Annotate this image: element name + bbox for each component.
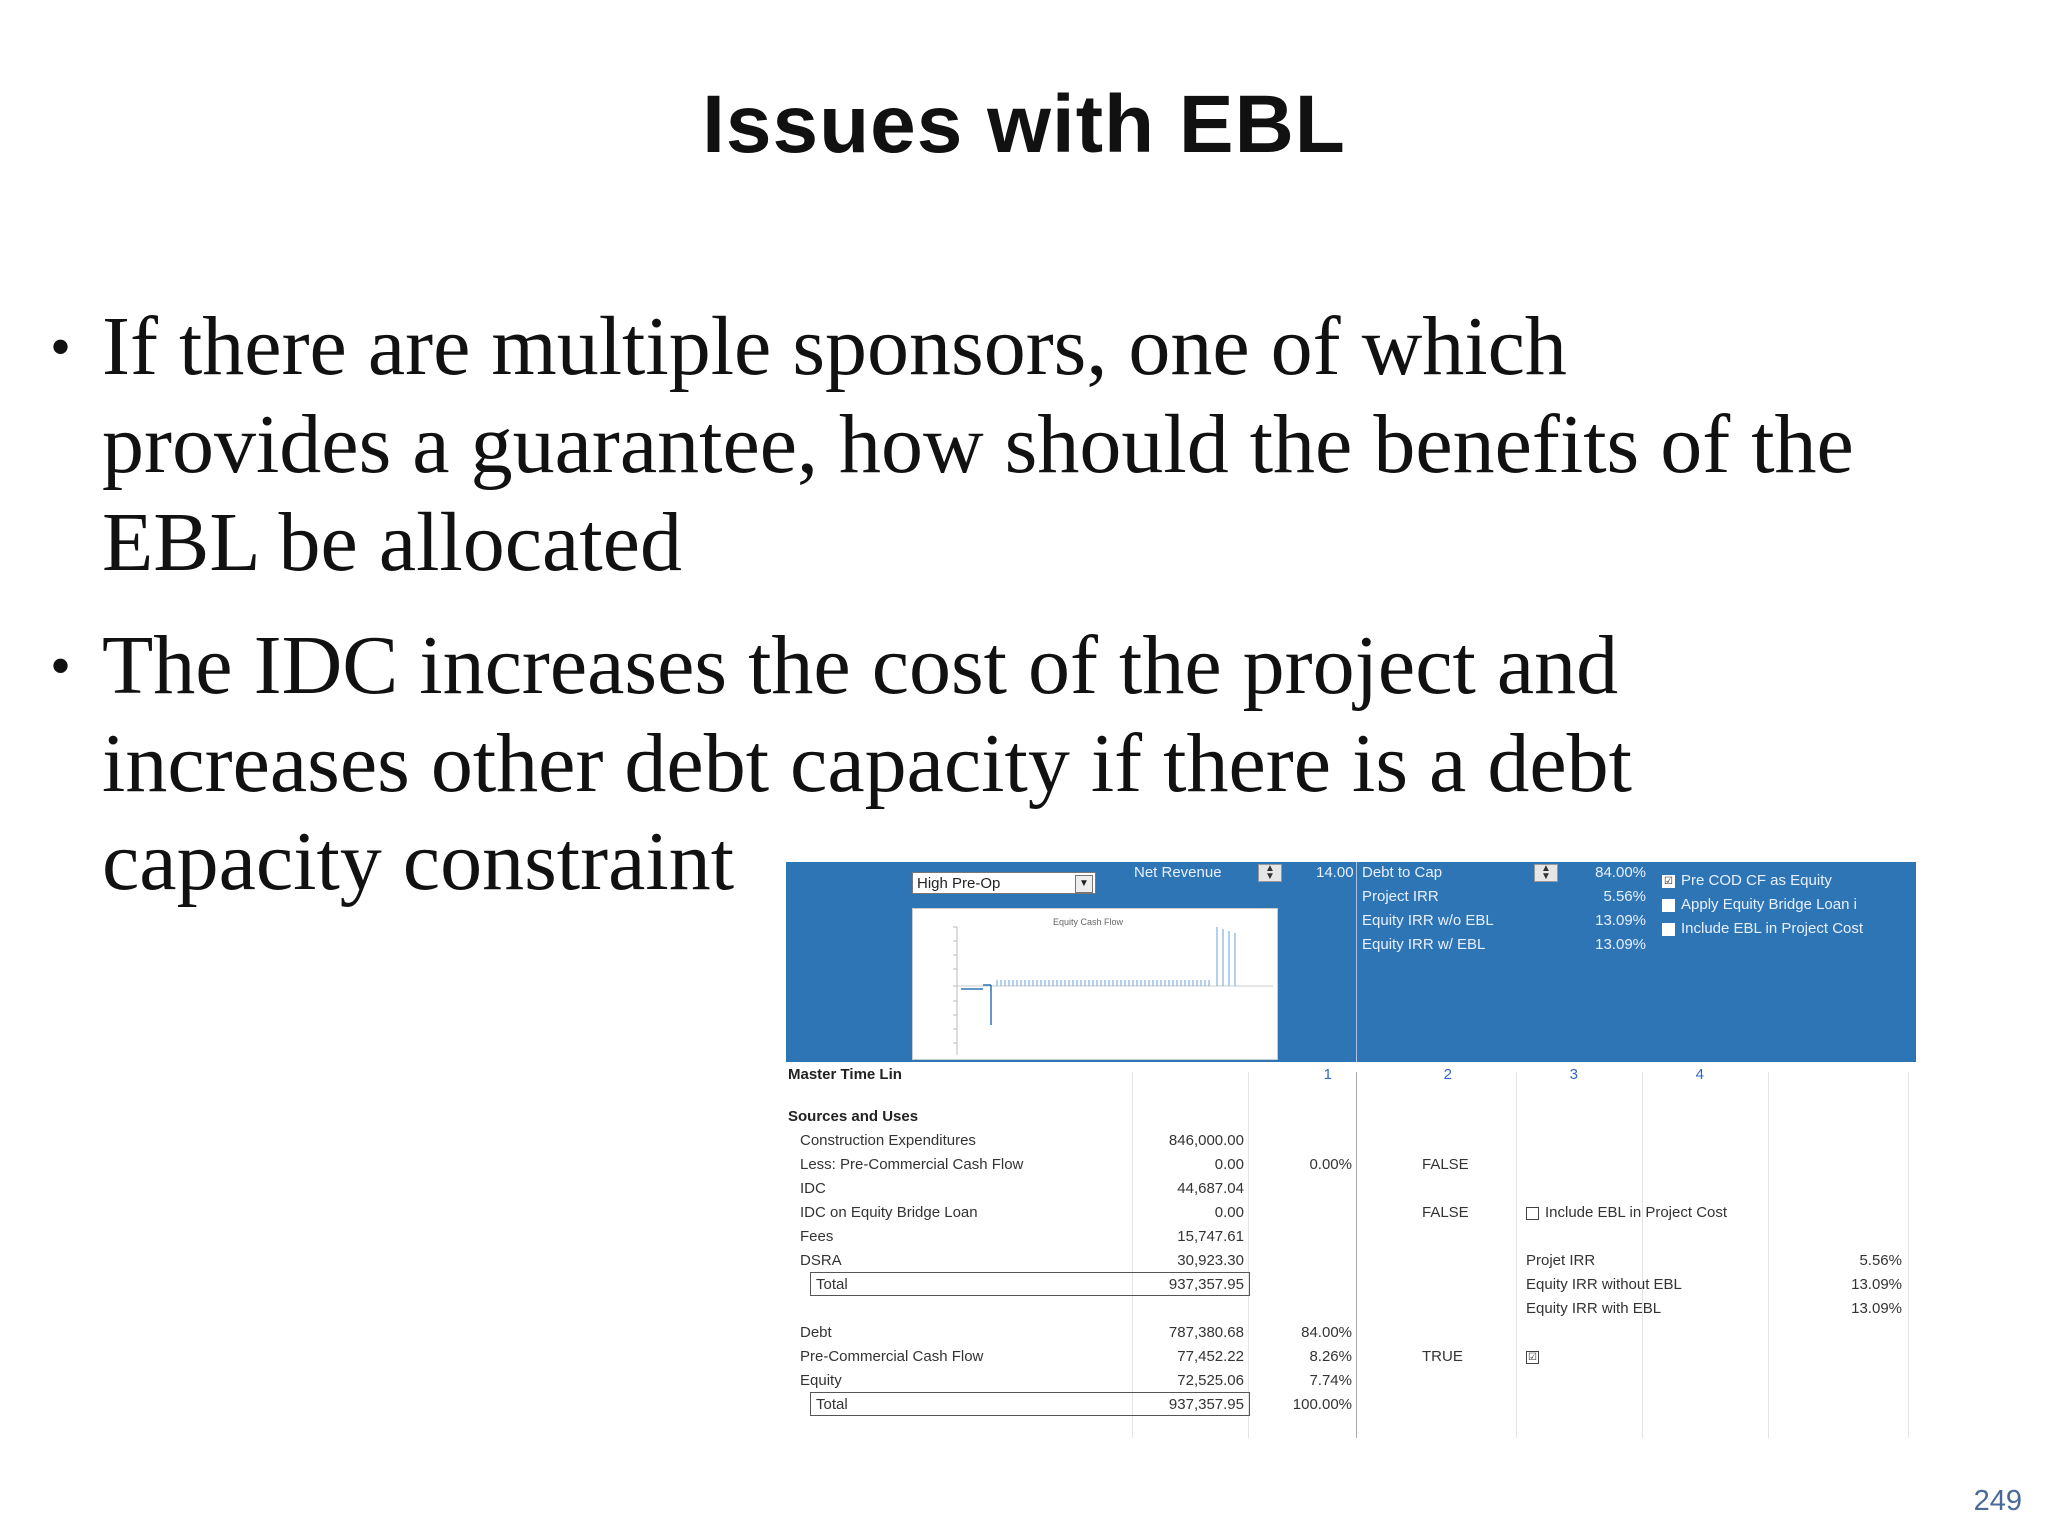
debt-to-cap-spinner[interactable]: ▲ ▼ <box>1534 864 1558 882</box>
option-pre-cod-checkbox[interactable] <box>1662 872 1832 889</box>
sources-row-label: Equity <box>800 1372 842 1389</box>
spreadsheet-screenshot <box>786 862 1916 1438</box>
sources-uses-title: Sources and Uses <box>788 1108 919 1125</box>
period-number: 4 <box>1695 1066 1704 1083</box>
include-ebl-label: Include EBL in Project Cost <box>1545 1204 1728 1221</box>
grid-line <box>1516 1072 1517 1438</box>
irr-summary-value: 13.09% <box>1851 1276 1902 1293</box>
sources-row-flag: TRUE <box>1422 1348 1463 1365</box>
uses-row-label: Fees <box>800 1228 834 1245</box>
sources-row-value: 72,525.06 <box>1177 1372 1244 1389</box>
sources-row-pct: 8.26% <box>1309 1348 1352 1365</box>
sources-total-value: 937,357.95 <box>1168 1396 1244 1413</box>
option-label: Pre COD CF as Equity <box>1681 872 1832 889</box>
irr-summary-label: Equity IRR without EBL <box>1526 1276 1682 1293</box>
uses-row-value: 30,923.30 <box>1177 1252 1244 1269</box>
net-revenue-label: Net Revenue <box>1134 864 1222 881</box>
metric-value: 5.56% <box>1603 888 1646 905</box>
page-number: 249 <box>1973 1485 2022 1517</box>
uses-row-flag: FALSE <box>1422 1156 1469 1173</box>
include-ebl-checkbox[interactable] <box>1526 1204 1727 1221</box>
sources-row-value: 77,452.22 <box>1177 1348 1244 1365</box>
uses-row-value: 0.00 <box>1214 1156 1244 1173</box>
uses-row-label: Less: Pre-Commercial Cash Flow <box>800 1156 1024 1173</box>
uses-total-label: Total <box>816 1276 848 1293</box>
metric-value: 13.09% <box>1595 936 1646 953</box>
metric-value: 84.00% <box>1595 864 1646 881</box>
cash-flow-plot <box>913 909 1277 1059</box>
bullet-text: If there are multiple sponsors, one of which provides a guarantee, how should the benefits of the EBL be allocated <box>102 300 1854 589</box>
bullet-dot-icon: • <box>50 633 72 699</box>
metric-value: 13.09% <box>1595 912 1646 929</box>
grid-line <box>1642 1072 1643 1438</box>
sources-total-pct: 100.00% <box>1292 1396 1352 1413</box>
precomm-checkbox[interactable] <box>1526 1348 1545 1365</box>
sources-row-pct: 7.74% <box>1309 1372 1352 1389</box>
grid-line <box>1356 1072 1357 1438</box>
column-divider <box>1356 862 1357 1062</box>
slide-title: Issues with EBL <box>702 79 1346 170</box>
grid-line <box>1248 1072 1249 1438</box>
sources-row-label: Pre-Commercial Cash Flow <box>800 1348 984 1365</box>
grid-line <box>1768 1072 1769 1438</box>
period-number: 1 <box>1323 1066 1332 1083</box>
metric-label: Project IRR <box>1362 888 1439 905</box>
metric-label: Debt to Cap <box>1362 864 1443 881</box>
uses-row-value: 44,687.04 <box>1177 1180 1244 1197</box>
bullet-item <box>50 298 1870 592</box>
sources-row-pct: 84.00% <box>1301 1324 1352 1341</box>
checkbox-icon[interactable] <box>1526 1207 1539 1220</box>
grid-line <box>1908 1072 1909 1438</box>
scenario-select-value: High Pre-Op <box>917 875 1001 892</box>
equity-cash-flow-chart <box>912 908 1278 1060</box>
checkbox-icon[interactable]: ☑ <box>1662 875 1675 888</box>
uses-row-value: 846,000.00 <box>1168 1132 1244 1149</box>
uses-row-label: IDC on Equity Bridge Loan <box>800 1204 978 1221</box>
uses-row-label: IDC <box>800 1180 826 1197</box>
period-number: 2 <box>1443 1066 1452 1083</box>
uses-total-value: 937,357.95 <box>1168 1276 1244 1293</box>
irr-summary-label: Equity IRR with EBL <box>1526 1300 1662 1317</box>
period-number: 3 <box>1569 1066 1578 1083</box>
uses-row-value: 15,747.61 <box>1177 1228 1244 1245</box>
irr-summary-value: 13.09% <box>1851 1300 1902 1317</box>
irr-summary-label: Projet IRR <box>1526 1252 1596 1269</box>
bullet-list <box>50 298 1870 936</box>
net-revenue-value: 14.00 <box>1316 864 1354 881</box>
option-label: Include EBL in Project Cost <box>1681 920 1864 937</box>
checkbox-icon[interactable]: ☑ <box>1526 1351 1539 1364</box>
uses-row-pct: 0.00% <box>1309 1156 1352 1173</box>
uses-row-label: Construction Expenditures <box>800 1132 976 1149</box>
metric-label: Equity IRR w/ EBL <box>1362 936 1486 953</box>
option-apply-ebl-checkbox[interactable] <box>1662 896 1857 913</box>
control-panel <box>786 862 1916 1062</box>
option-label: Apply Equity Bridge Loan i <box>1681 896 1857 913</box>
metric-label: Equity IRR w/o EBL <box>1362 912 1494 929</box>
sources-total-label: Total <box>816 1396 848 1413</box>
checkbox-icon[interactable] <box>1662 899 1675 912</box>
chevron-down-icon[interactable]: ▼ <box>1075 875 1093 893</box>
scenario-select[interactable] <box>912 872 1096 894</box>
bullet-text: The IDC increases the cost of the project and increases other debt capacity if there is a debt capacity constraint <box>102 619 1632 908</box>
uses-row-value: 0.00 <box>1214 1204 1244 1221</box>
bullet-dot-icon: • <box>50 314 72 380</box>
uses-row-label: DSRA <box>800 1252 842 1269</box>
checkbox-icon[interactable] <box>1662 923 1675 936</box>
master-timeline-label: Master Time Lin <box>788 1066 902 1083</box>
irr-summary-value: 5.56% <box>1859 1252 1902 1269</box>
net-revenue-spinner[interactable]: ▲ ▼ <box>1258 864 1282 882</box>
chart-title: Equity Cash Flow <box>1053 917 1124 927</box>
sources-row-label: Debt <box>800 1324 832 1341</box>
sources-row-value: 787,380.68 <box>1168 1324 1244 1341</box>
option-include-ebl-checkbox[interactable] <box>1662 920 1863 937</box>
uses-row-flag: FALSE <box>1422 1204 1469 1221</box>
